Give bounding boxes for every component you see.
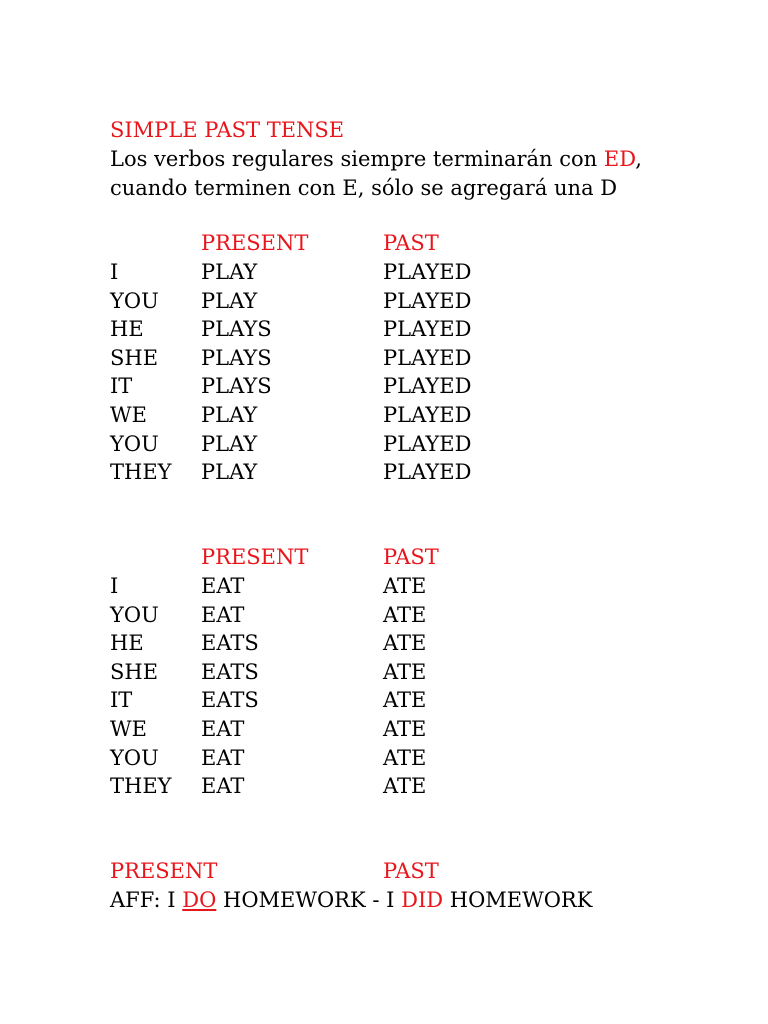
table-cell-past: PLAYED bbox=[383, 431, 472, 456]
table-cell-pronoun: YOU bbox=[110, 602, 159, 627]
table-cell-present: PLAY bbox=[201, 403, 258, 427]
table-cell-past: PLAYED bbox=[383, 403, 472, 427]
aff-past-verb: DID bbox=[401, 888, 444, 912]
table-cell-present: PLAY bbox=[201, 260, 258, 284]
table-cell-present: EATS bbox=[201, 631, 259, 656]
table-cell-pronoun: WE bbox=[110, 717, 147, 741]
intro-highlight-ed: ED bbox=[603, 147, 636, 171]
table-cell-pronoun: HE bbox=[110, 317, 144, 342]
table-cell-past: PLAYED bbox=[383, 260, 472, 284]
intro-line-2: cuando terminen con E, sólo se agregará una D bbox=[110, 176, 618, 200]
intro-text: Los verbos regulares siempre terminarán con bbox=[110, 147, 604, 171]
table-cell-present: EAT bbox=[201, 745, 245, 770]
table-eat-header-past: PAST bbox=[383, 545, 439, 569]
table-cell-pronoun: SHE bbox=[110, 659, 159, 684]
table-cell-past: ATE bbox=[383, 631, 427, 656]
table-cell-past: PLAYED bbox=[383, 460, 472, 485]
table-cell-present: EAT bbox=[201, 774, 245, 799]
table-cell-past: ATE bbox=[383, 745, 427, 770]
aff-header-past: PAST bbox=[383, 859, 439, 883]
table-cell-past: ATE bbox=[383, 602, 427, 627]
table-cell-past: PLAYED bbox=[383, 374, 472, 399]
table-cell-present: EAT bbox=[201, 574, 245, 598]
table-cell-present: EATS bbox=[201, 688, 259, 713]
table-cell-past: PLAYED bbox=[383, 317, 472, 342]
document-title: SIMPLE PAST TENSE bbox=[110, 118, 345, 142]
table-cell-past: ATE bbox=[383, 659, 427, 684]
intro-line-1 bbox=[110, 145, 642, 173]
aff-header-present: PRESENT bbox=[110, 859, 218, 883]
table-eat-header-present: PRESENT bbox=[201, 545, 309, 569]
aff-example-line bbox=[110, 886, 592, 914]
aff-end: HOMEWORK bbox=[443, 888, 593, 912]
table-play-header-past: PAST bbox=[383, 231, 439, 255]
table-cell-present: EAT bbox=[201, 602, 245, 627]
table-cell-present: PLAYS bbox=[201, 317, 272, 342]
table-cell-past: ATE bbox=[383, 717, 427, 741]
table-cell-past: PLAYED bbox=[383, 345, 472, 370]
table-cell-present: PLAYS bbox=[201, 345, 272, 370]
table-cell-pronoun: I bbox=[110, 574, 119, 598]
table-cell-pronoun: YOU bbox=[110, 288, 159, 313]
table-cell-pronoun: WE bbox=[110, 403, 147, 427]
table-cell-past: ATE bbox=[383, 688, 427, 713]
table-cell-pronoun: YOU bbox=[110, 431, 159, 456]
table-cell-past: ATE bbox=[383, 574, 427, 598]
intro-comma: , bbox=[635, 147, 642, 171]
table-cell-pronoun: YOU bbox=[110, 745, 159, 770]
table-play-header-present: PRESENT bbox=[201, 231, 309, 255]
table-cell-past: ATE bbox=[383, 774, 427, 799]
table-cell-pronoun: I bbox=[110, 260, 119, 284]
table-cell-present: PLAY bbox=[201, 460, 258, 485]
table-cell-pronoun: IT bbox=[110, 688, 133, 713]
table-cell-pronoun: THEY bbox=[110, 774, 172, 799]
aff-middle: HOMEWORK - I bbox=[216, 888, 402, 912]
table-cell-present: PLAYS bbox=[201, 374, 272, 399]
table-cell-present: PLAY bbox=[201, 431, 258, 456]
table-cell-present: EATS bbox=[201, 659, 259, 684]
table-cell-present: EAT bbox=[201, 717, 245, 741]
table-cell-past: PLAYED bbox=[383, 288, 472, 313]
table-cell-pronoun: SHE bbox=[110, 345, 159, 370]
table-cell-pronoun: HE bbox=[110, 631, 144, 656]
table-cell-pronoun: IT bbox=[110, 374, 133, 399]
aff-present-verb: DO bbox=[182, 888, 217, 912]
table-cell-pronoun: THEY bbox=[110, 460, 172, 485]
aff-label: AFF: I bbox=[110, 888, 183, 912]
table-cell-present: PLAY bbox=[201, 288, 258, 313]
